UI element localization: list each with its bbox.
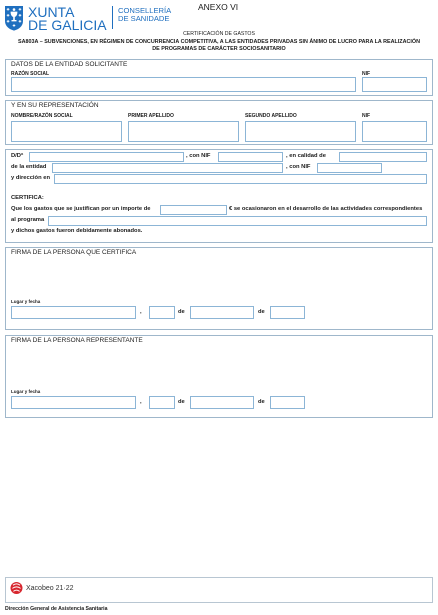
first-surname-input[interactable] (128, 121, 239, 142)
footer-banner (5, 577, 433, 603)
applicant-nif-input[interactable] (362, 77, 427, 92)
procedure-description-line2: DE PROGRAMAS DE CARÁCTER SOCIOSANITARIO (152, 46, 286, 52)
department-name-line1: CONSELLERÍA (118, 6, 172, 16)
xunta-logo-icon (4, 5, 24, 31)
directorate-name: Dirección General de Asistencia Sanitaria (5, 606, 108, 612)
certifier-name-label: D/Dª (11, 153, 24, 160)
department-name-line2: DE SANIDADE (118, 14, 170, 24)
certifier-nif-label: , con NIF (186, 153, 211, 160)
document-title: CERTIFICACIÓN DE GASTOS (183, 31, 255, 37)
certifies-heading: CERTIFICA: (11, 195, 44, 202)
date-of-label: de (258, 308, 265, 315)
certification-section (5, 149, 433, 243)
program-input[interactable] (48, 216, 427, 226)
certifier-name-input[interactable] (29, 152, 184, 162)
capacity-input[interactable] (339, 152, 427, 162)
representative-nif-label: NIF (362, 113, 371, 120)
logo-text-xunta: XUNTA (28, 4, 75, 21)
annex-label: ANEXO VI (198, 1, 239, 12)
logo-divider (112, 6, 113, 29)
amount-statement-suffix: € se ocasionaron en el desarrollo de las actividades correspondientes (229, 206, 423, 213)
logo-text-de-galicia: DE GALICIA (28, 16, 107, 33)
representative-signature-heading: FIRMA DE LA PERSONA REPRESENTANTE (11, 337, 143, 344)
date-of-label: de (258, 398, 265, 405)
xacobeo-shell-icon (10, 580, 23, 596)
representative-section-heading: Y EN SU REPRESENTACIÓN (11, 102, 99, 110)
second-surname-label: SEGUNDO APELLIDO (245, 113, 297, 120)
signature-place-input[interactable] (11, 396, 136, 409)
representative-section (5, 100, 433, 145)
paid-statement: y dichos gastos fueron debidamente abonados. (11, 227, 143, 234)
signature-day-input[interactable] (149, 306, 175, 319)
entity-nif-label: , con NIF (286, 164, 311, 171)
amount-input[interactable] (160, 205, 227, 215)
certifier-nif-input[interactable] (218, 152, 283, 162)
applicant-nif-label: NIF (362, 70, 371, 77)
amount-statement: Que los gastos que se justifican por un importe de (11, 206, 151, 213)
place-date-label: Lugar y fecha (11, 389, 41, 394)
program-label: al programa (11, 217, 45, 224)
entity-nif-input[interactable] (317, 163, 382, 173)
place-comma: , (140, 308, 142, 315)
entity-name-input[interactable] (52, 163, 283, 173)
entity-label: de la entidad (11, 164, 47, 171)
date-of-label: de (178, 398, 185, 405)
business-name-input[interactable] (11, 77, 356, 92)
business-name-label: RAZÓN SOCIAL (11, 70, 50, 77)
first-surname-label: PRIMER APELLIDO (128, 113, 174, 120)
signature-day-input[interactable] (149, 396, 175, 409)
representative-nif-input[interactable] (362, 121, 427, 142)
place-comma: , (140, 398, 142, 405)
representative-name-label: NOMBRE/RAZÓN SOCIAL (11, 113, 73, 120)
signature-month-input[interactable] (190, 396, 254, 409)
certifier-signature-heading: FIRMA DE LA PERSONA QUE CERTIFICA (11, 249, 137, 256)
representative-signature-section (5, 335, 433, 418)
signature-month-input[interactable] (190, 306, 254, 319)
date-of-label: de (178, 308, 185, 315)
certifier-signature-section (5, 247, 433, 330)
address-label: y dirección en (11, 175, 50, 182)
applicant-section-heading: DATOS DE LA ENTIDAD SOLICITANTE (11, 61, 128, 68)
applicant-section (5, 59, 433, 96)
procedure-description-line1: SA803A – SUBVENCIONES, EN RÉGIMEN DE CONCURRENCIA COMPETITIVA, A LAS ENTIDADES PRIVADAS SIN ÁNIMO DE LUCRO PARA LA REALIZACIÓN (18, 39, 420, 45)
second-surname-input[interactable] (245, 121, 356, 142)
signature-place-input[interactable] (11, 306, 136, 319)
address-input[interactable] (54, 174, 427, 184)
signature-year-input[interactable] (270, 396, 305, 409)
capacity-label: , en calidad de (286, 153, 326, 160)
representative-name-input[interactable] (11, 121, 122, 142)
xacobeo-text: Xacobeo 21·22 (26, 584, 74, 592)
place-date-label: Lugar y fecha (11, 299, 41, 304)
signature-year-input[interactable] (270, 306, 305, 319)
